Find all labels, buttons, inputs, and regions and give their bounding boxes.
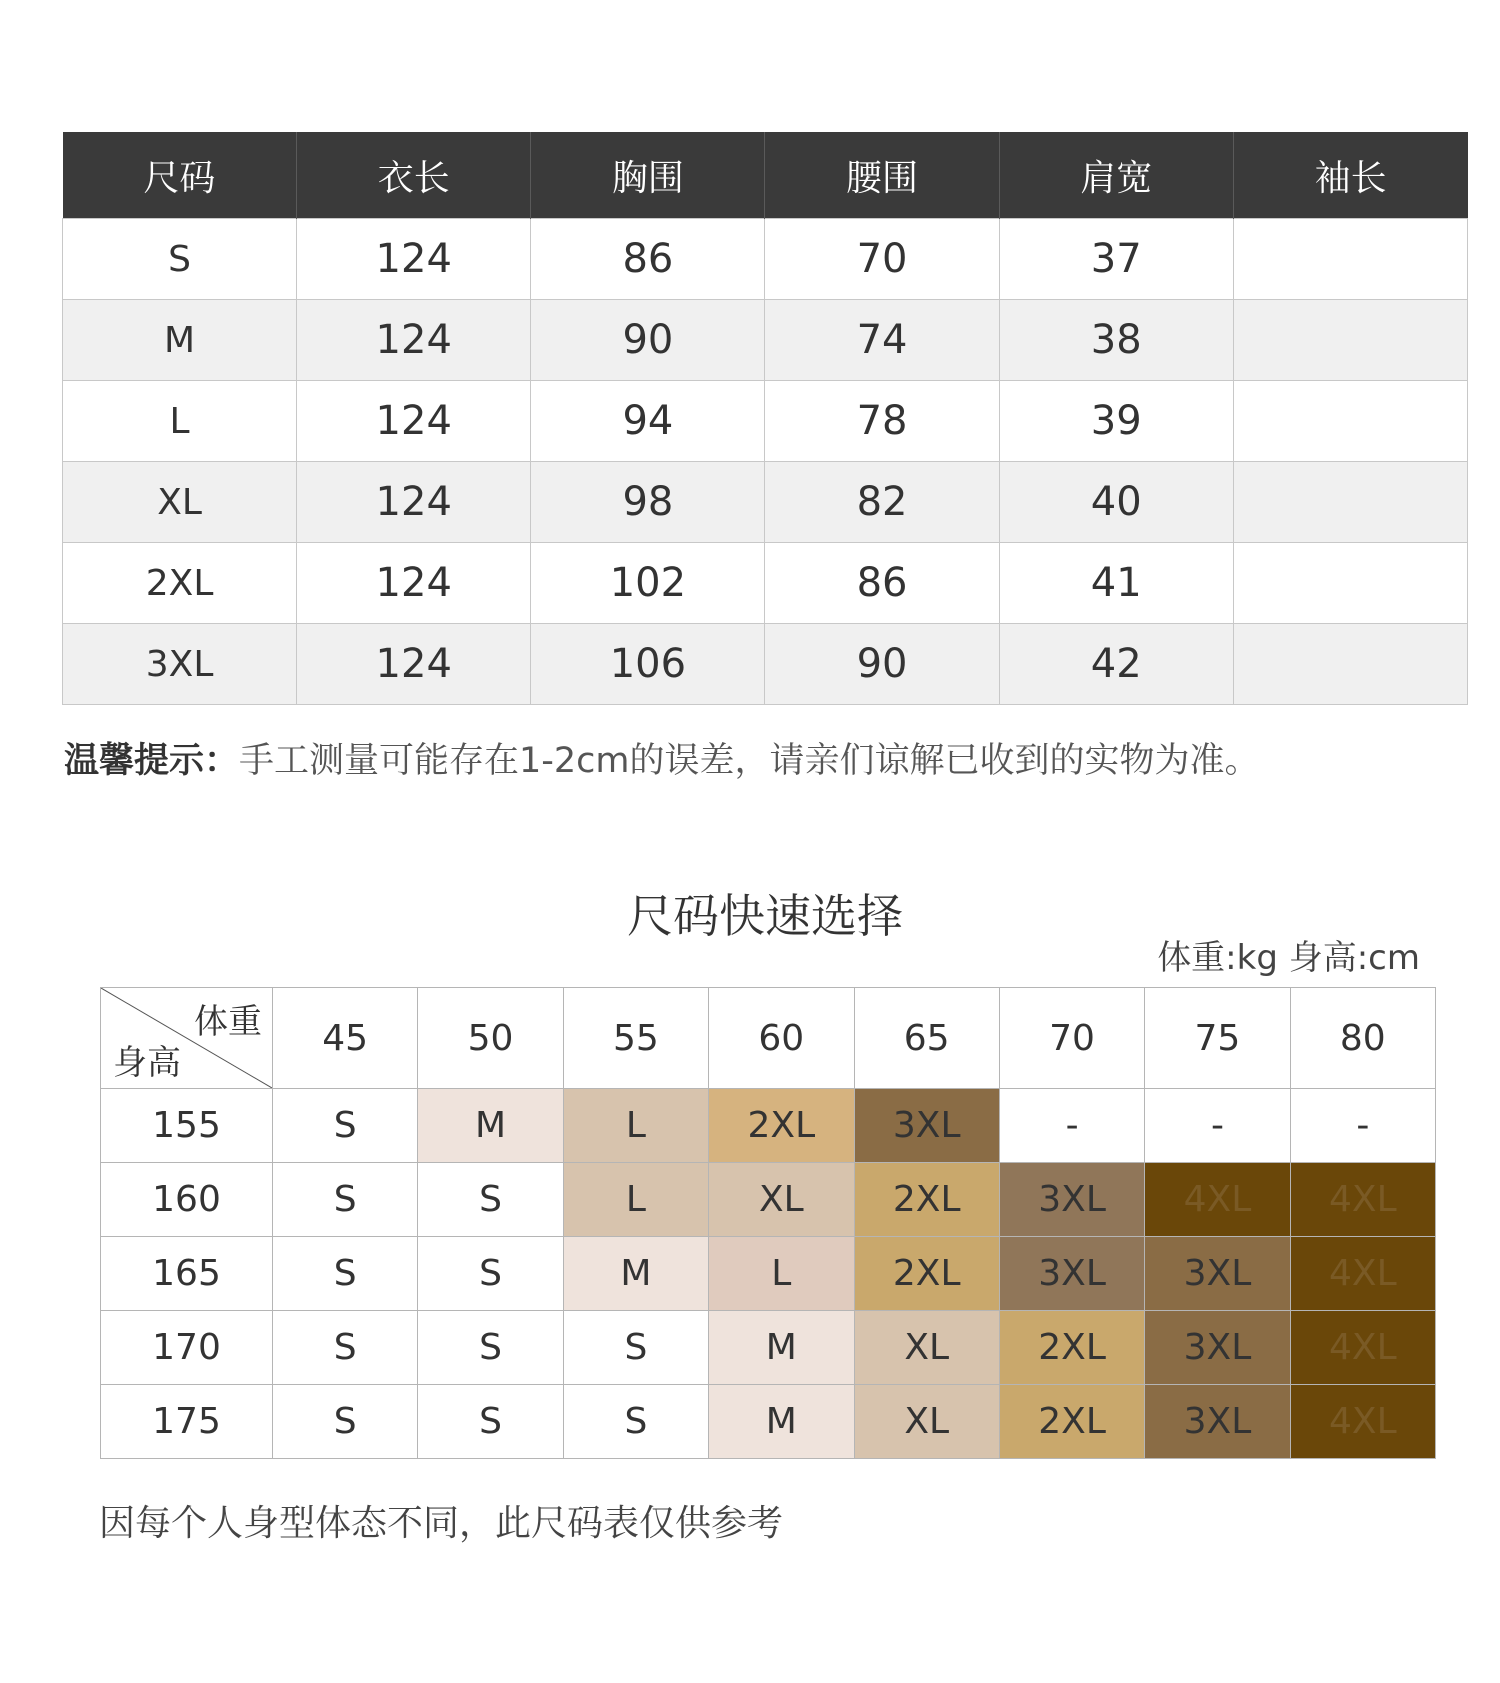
size-recommendation-cell: 3XL bbox=[854, 1089, 999, 1163]
measure-cell bbox=[1233, 219, 1467, 300]
height-cell: 155 bbox=[101, 1089, 273, 1163]
size-recommendation-cell: 2XL bbox=[854, 1237, 999, 1311]
table-row bbox=[63, 624, 1468, 705]
measure-cell: 42 bbox=[999, 624, 1233, 705]
corner-cell bbox=[101, 988, 273, 1089]
size-recommendation-cell: - bbox=[1145, 1089, 1290, 1163]
size-recommendation-cell: S bbox=[273, 1089, 418, 1163]
header-chest: 胸围 bbox=[531, 132, 765, 219]
height-cell: 170 bbox=[101, 1311, 273, 1385]
weight-header-cell: 70 bbox=[999, 988, 1144, 1089]
measure-cell: 90 bbox=[531, 300, 765, 381]
measure-cell: 102 bbox=[531, 543, 765, 624]
size-cell: XL bbox=[63, 462, 297, 543]
size-cell: 2XL bbox=[63, 543, 297, 624]
weight-header-cell: 50 bbox=[418, 988, 563, 1089]
table-row bbox=[63, 543, 1468, 624]
size-recommendation-cell: S bbox=[273, 1311, 418, 1385]
size-recommendation-cell: S bbox=[273, 1385, 418, 1459]
size-recommendation-cell: S bbox=[273, 1237, 418, 1311]
measure-cell: 82 bbox=[765, 462, 999, 543]
header-waist: 腰围 bbox=[765, 132, 999, 219]
size-recommendation-cell: XL bbox=[854, 1385, 999, 1459]
weight-header-cell: 60 bbox=[709, 988, 854, 1089]
measurement-tip bbox=[64, 733, 1260, 783]
table-row bbox=[63, 462, 1468, 543]
measure-cell: 94 bbox=[531, 381, 765, 462]
size-cell: L bbox=[63, 381, 297, 462]
measure-cell: 98 bbox=[531, 462, 765, 543]
header-shoulder: 肩宽 bbox=[999, 132, 1233, 219]
size-recommendation-cell: S bbox=[418, 1385, 563, 1459]
size-recommendation-cell: 4XL bbox=[1290, 1385, 1435, 1459]
table-row bbox=[63, 381, 1468, 462]
size-recommendation-cell: XL bbox=[854, 1311, 999, 1385]
size-recommendation-cell: L bbox=[563, 1089, 708, 1163]
measure-cell: 124 bbox=[297, 624, 531, 705]
size-recommendation-cell: 2XL bbox=[854, 1163, 999, 1237]
measure-cell: 41 bbox=[999, 543, 1233, 624]
measure-cell: 90 bbox=[765, 624, 999, 705]
size-recommendation-cell: S bbox=[418, 1311, 563, 1385]
size-recommendation-cell: 3XL bbox=[1145, 1385, 1290, 1459]
size-recommendation-cell: 3XL bbox=[999, 1163, 1144, 1237]
height-cell: 160 bbox=[101, 1163, 273, 1237]
footer-note: 因每个人身型体态不同，此尺码表仅供参考 bbox=[99, 1503, 784, 1544]
measure-cell: 86 bbox=[531, 219, 765, 300]
measure-cell: 124 bbox=[297, 462, 531, 543]
measure-cell: 70 bbox=[765, 219, 999, 300]
tip-label: 温馨提示： bbox=[64, 741, 240, 781]
size-recommendation-cell: M bbox=[563, 1237, 708, 1311]
measure-cell: 78 bbox=[765, 381, 999, 462]
table-row bbox=[101, 1089, 1436, 1163]
size-recommendation-cell: S bbox=[418, 1237, 563, 1311]
measure-cell: 38 bbox=[999, 300, 1233, 381]
size-recommendation-cell: 4XL bbox=[1145, 1163, 1290, 1237]
unit-note: 体重:kg 身高:cm bbox=[1157, 938, 1420, 978]
header-length: 衣长 bbox=[297, 132, 531, 219]
size-cell: 3XL bbox=[63, 624, 297, 705]
size-recommendation-cell: L bbox=[709, 1237, 854, 1311]
size-recommendation-cell: 3XL bbox=[1145, 1237, 1290, 1311]
size-recommendation-cell: S bbox=[563, 1385, 708, 1459]
measure-cell bbox=[1233, 624, 1467, 705]
weight-header-row bbox=[101, 988, 1436, 1089]
measure-cell bbox=[1233, 462, 1467, 543]
size-recommendation-cell: L bbox=[563, 1163, 708, 1237]
table-row bbox=[63, 300, 1468, 381]
size-recommendation-cell: S bbox=[273, 1163, 418, 1237]
corner-height-label: 身高 bbox=[113, 1043, 181, 1083]
height-cell: 175 bbox=[101, 1385, 273, 1459]
table-row bbox=[101, 1385, 1436, 1459]
tip-text: 手工测量可能存在1-2cm的误差，请亲们谅解已收到的实物为准。 bbox=[239, 741, 1260, 781]
table-row bbox=[101, 1237, 1436, 1311]
table-row bbox=[101, 1311, 1436, 1385]
size-recommendation-cell: M bbox=[418, 1089, 563, 1163]
header-sleeve: 袖长 bbox=[1233, 132, 1467, 219]
size-cell: S bbox=[63, 219, 297, 300]
measure-cell: 37 bbox=[999, 219, 1233, 300]
size-recommendation-cell: 3XL bbox=[1145, 1311, 1290, 1385]
weight-header-cell: 75 bbox=[1145, 988, 1290, 1089]
size-recommendation-cell: - bbox=[999, 1089, 1144, 1163]
height-cell: 165 bbox=[101, 1237, 273, 1311]
size-recommendation-cell: M bbox=[709, 1311, 854, 1385]
size-cell: M bbox=[63, 300, 297, 381]
size-chart-table bbox=[62, 132, 1468, 705]
size-recommendation-cell: 4XL bbox=[1290, 1311, 1435, 1385]
weight-header-cell: 80 bbox=[1290, 988, 1435, 1089]
size-chart-header-row bbox=[63, 132, 1468, 219]
measure-cell: 124 bbox=[297, 381, 531, 462]
header-size: 尺码 bbox=[63, 132, 297, 219]
measure-cell bbox=[1233, 381, 1467, 462]
quick-select-title: 尺码快速选择 bbox=[627, 889, 903, 943]
measure-cell: 74 bbox=[765, 300, 999, 381]
measure-cell: 124 bbox=[297, 219, 531, 300]
measure-cell: 106 bbox=[531, 624, 765, 705]
measure-cell: 124 bbox=[297, 543, 531, 624]
corner-weight-label: 体重 bbox=[194, 1002, 262, 1042]
measure-cell: 39 bbox=[999, 381, 1233, 462]
quick-select-table bbox=[100, 987, 1436, 1459]
weight-header-cell: 45 bbox=[273, 988, 418, 1089]
measure-cell bbox=[1233, 543, 1467, 624]
measure-cell: 124 bbox=[297, 300, 531, 381]
measure-cell: 86 bbox=[765, 543, 999, 624]
size-recommendation-cell: M bbox=[709, 1385, 854, 1459]
table-row bbox=[101, 1163, 1436, 1237]
size-recommendation-cell: S bbox=[418, 1163, 563, 1237]
size-recommendation-cell: XL bbox=[709, 1163, 854, 1237]
size-recommendation-cell: - bbox=[1290, 1089, 1435, 1163]
measure-cell bbox=[1233, 300, 1467, 381]
table-row bbox=[63, 219, 1468, 300]
size-recommendation-cell: S bbox=[563, 1311, 708, 1385]
size-recommendation-cell: 4XL bbox=[1290, 1237, 1435, 1311]
size-recommendation-cell: 2XL bbox=[709, 1089, 854, 1163]
size-recommendation-cell: 2XL bbox=[999, 1311, 1144, 1385]
weight-header-cell: 65 bbox=[854, 988, 999, 1089]
measure-cell: 40 bbox=[999, 462, 1233, 543]
weight-header-cell: 55 bbox=[563, 988, 708, 1089]
size-recommendation-cell: 3XL bbox=[999, 1237, 1144, 1311]
size-recommendation-cell: 2XL bbox=[999, 1385, 1144, 1459]
size-recommendation-cell: 4XL bbox=[1290, 1163, 1435, 1237]
